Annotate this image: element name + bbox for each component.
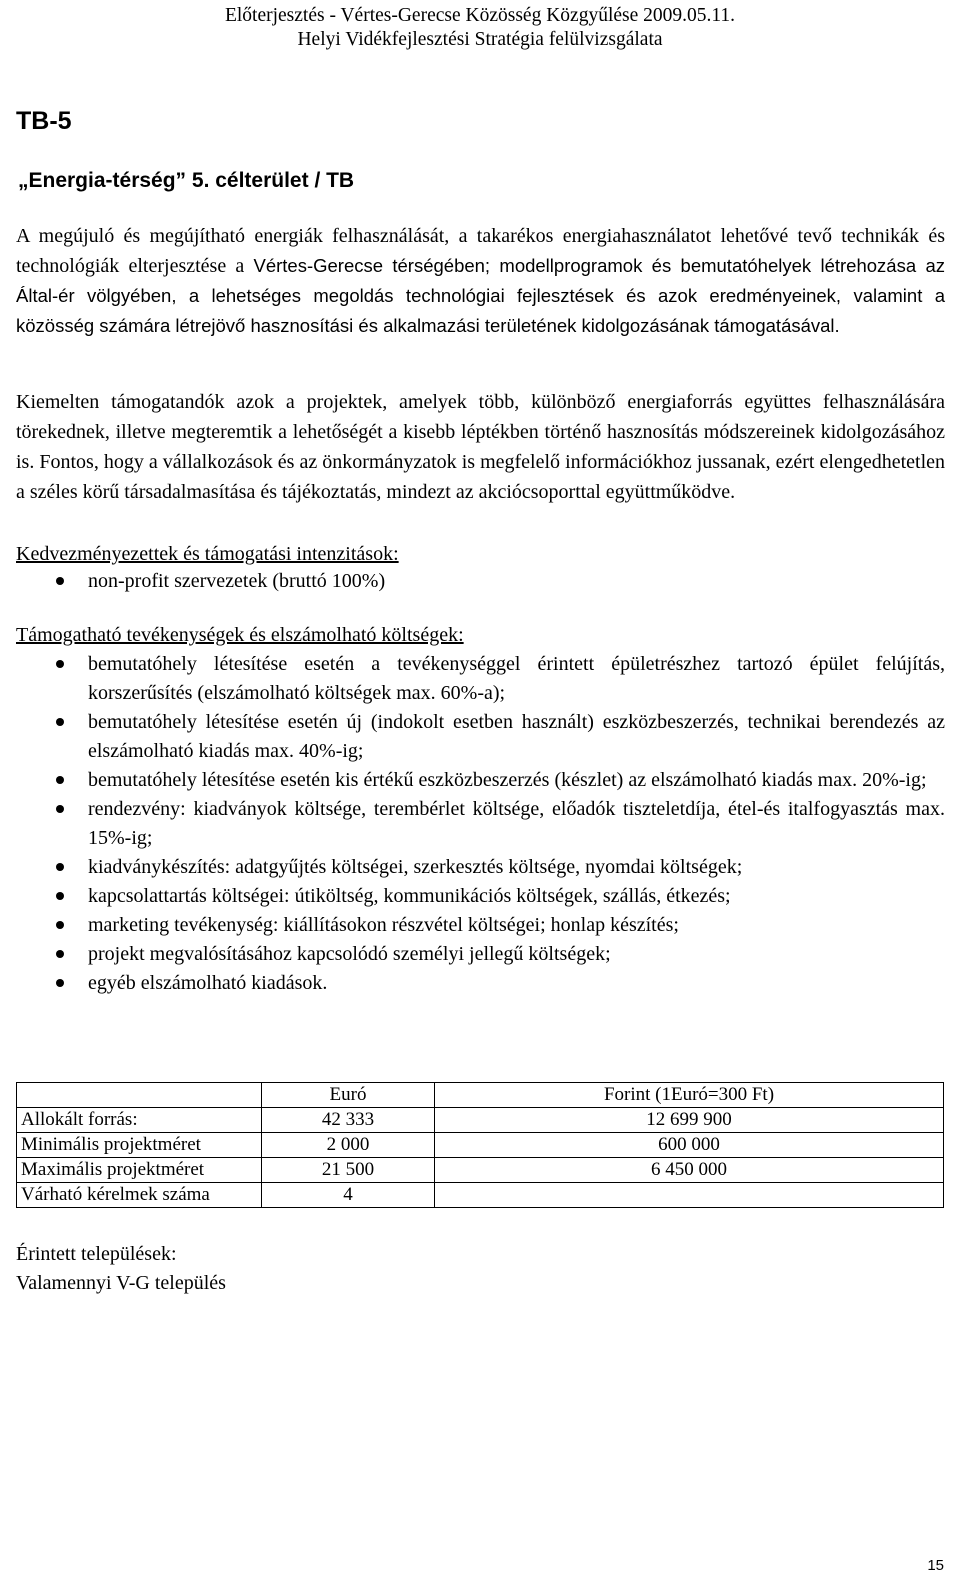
table-row xyxy=(17,1158,944,1183)
settlements-value: Valamennyi V-G település xyxy=(16,1272,226,1294)
table-header-row xyxy=(17,1083,944,1108)
forint-value: 12 699 900 xyxy=(435,1108,944,1133)
header-cell-euro: Euró xyxy=(262,1083,435,1108)
intro-serif-text: A megújuló és megújítható energiák felhasználását, a takarékos energiahasználatot lehetővé tevő technikák és technológiák elterjesztése a xyxy=(16,225,945,277)
list-item: kiadványkészítés: adatgyűjtés költségei, szerkesztés költsége, nyomdai költségek; xyxy=(16,853,945,882)
row-label: Minimális projektméret xyxy=(17,1133,262,1158)
measure-code: TB-5 xyxy=(16,107,72,135)
euro-value: 42 333 xyxy=(262,1108,435,1133)
priority-paragraph: Kiemelten támogatandók azok a projektek, amelyek több, különböző energiaforrás együttes felhasználására törekednek, illetve megteremtik a lehetőségét a kisebb léptékben történő hasznosítás módszereinek kidolgozásához is. Fontos, hogy a vállalkozások és az önkormányzatok is megfelelő információkhoz jussanak, ezért elengedhetetlen a széles körű társadalmasítása és tájékoztatás, mindezt az akciócsoporttal együttműködve. xyxy=(16,391,945,503)
measure-title: „Energia-térség” 5. célterület / TB xyxy=(18,169,355,192)
euro-value: 2 000 xyxy=(262,1133,435,1158)
table-row xyxy=(17,1108,944,1133)
header-line-2: Helyi Vidékfejlesztési Stratégia felülvizsgálata xyxy=(297,29,663,50)
list-item: bemutatóhely létesítése esetén a tevékenységgel érintett épületrészhez tartozó épület felújítás, korszerűsítés (elszámolható költségek max. 60%-a); xyxy=(16,650,945,708)
forint-value: 6 450 000 xyxy=(435,1158,944,1183)
list-item: bemutatóhely létesítése esetén új (indokolt esetben használt) eszközbeszerzés, technikai berendezés az elszámolható kiadás max. 40%-ig; xyxy=(16,708,945,766)
list-item: bemutatóhely létesítése esetén kis értékű eszközbeszerzés (készlet) az elszámolható kiadás max. 20%-ig; xyxy=(16,766,945,795)
beneficiaries-heading: Kedvezményezettek és támogatási intenzitások: xyxy=(16,543,399,565)
forint-value xyxy=(435,1183,944,1208)
list-item: rendezvény: kiadványok költsége, terembérlet költsége, előadók tiszteletdíja, étel-és italfogyasztás max. 15%-ig; xyxy=(16,795,945,853)
intro-sans-text: Vértes-Gerecse térségében; modellprogramok és bemutatóhelyek létrehozása az Által-ér völgyében, a lehetséges megoldás technológiai fejlesztések és azok eredményeinek, valamint a közösség számára létrejövő hasznosítási és alkalmazási területének kidolgozásának támogatásával. xyxy=(16,255,945,336)
list-item: egyéb elszámolható kiadások. xyxy=(16,969,945,998)
funding-table xyxy=(16,1082,944,1208)
table-row xyxy=(17,1133,944,1158)
beneficiaries-list xyxy=(16,567,945,596)
euro-value: 21 500 xyxy=(262,1158,435,1183)
settlements-label: Érintett települések: xyxy=(16,1243,177,1265)
header-cell xyxy=(17,1083,262,1108)
list-item: marketing tevékenység: kiállításokon részvétel költségei; honlap készítés; xyxy=(16,911,945,940)
eligible-list xyxy=(16,650,945,998)
page-header xyxy=(0,4,960,52)
header-cell-forint: Forint (1Euró=300 Ft) xyxy=(435,1083,944,1108)
intro-paragraph xyxy=(16,221,945,341)
row-label: Maximális projektméret xyxy=(17,1158,262,1183)
settlements-block xyxy=(16,1240,226,1298)
header-line-1: Előterjesztés - Vértes-Gerecse Közösség Közgyűlése 2009.05.11. xyxy=(224,5,736,26)
row-label: Allokált forrás: xyxy=(17,1108,262,1133)
page-number: 15 xyxy=(927,1557,944,1574)
list-item: kapcsolattartás költségei: útiköltség, kommunikációs költségek, szállás, étkezés; xyxy=(16,882,945,911)
euro-value: 4 xyxy=(262,1183,435,1208)
row-label: Várható kérelmek száma xyxy=(17,1183,262,1208)
list-item: non-profit szervezetek (bruttó 100%) xyxy=(16,567,945,596)
list-item: projekt megvalósításához kapcsolódó személyi jellegű költségek; xyxy=(16,940,945,969)
forint-value: 600 000 xyxy=(435,1133,944,1158)
eligible-heading: Támogatható tevékenységek és elszámolható költségek: xyxy=(16,624,464,646)
table-row xyxy=(17,1183,944,1208)
